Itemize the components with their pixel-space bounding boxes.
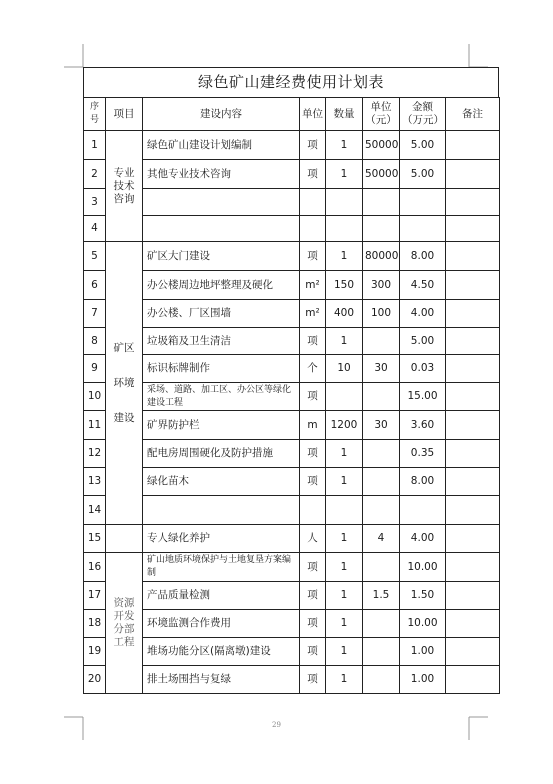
row-unit: 项 — [300, 131, 326, 160]
row-unit-price: 50000 — [363, 131, 400, 160]
table-row — [84, 610, 500, 638]
row-seq: 17 — [84, 582, 106, 610]
row-quantity: 1 — [326, 666, 363, 694]
row-seq: 6 — [84, 271, 106, 300]
row-quantity: 1 — [326, 525, 363, 553]
category-env-line: 建设 — [113, 411, 135, 424]
row-remark — [446, 189, 500, 216]
row-amount — [400, 216, 446, 242]
header-quantity: 数量 — [326, 98, 363, 131]
row-content: 排土场围挡与复绿 — [143, 666, 300, 694]
row-unit-price: 80000 — [363, 242, 400, 271]
table-row — [84, 160, 500, 189]
row-content: 矿区大门建设 — [143, 242, 300, 271]
row-content — [143, 496, 300, 525]
row-unit-price — [363, 216, 400, 242]
row-amount: 4.00 — [400, 525, 446, 553]
row-content: 其他专业技术咨询 — [143, 160, 300, 189]
row-unit: 项 — [300, 582, 326, 610]
row-quantity: 1 — [326, 582, 363, 610]
row-remark — [446, 468, 500, 496]
table-row — [84, 271, 500, 300]
row-quantity: 1 — [326, 131, 363, 160]
row-remark — [446, 300, 500, 328]
row-amount: 5.00 — [400, 328, 446, 355]
table-row — [84, 666, 500, 694]
row-content: 配电房周围硬化及防护措施 — [143, 440, 300, 468]
row-unit: 项 — [300, 553, 326, 582]
header-unit: 单位 — [300, 98, 326, 131]
row-seq: 10 — [84, 383, 106, 411]
row-unit-price — [363, 610, 400, 638]
row-amount: 4.00 — [400, 300, 446, 328]
row-unit-price: 100 — [363, 300, 400, 328]
row-seq: 20 — [84, 666, 106, 694]
document-table-container — [83, 67, 499, 694]
row-quantity: 1200 — [326, 411, 363, 440]
row-quantity: 1 — [326, 553, 363, 582]
row-seq: 18 — [84, 610, 106, 638]
row-content: 垃圾箱及卫生清洁 — [143, 328, 300, 355]
row-unit-price — [363, 638, 400, 666]
row-remark — [446, 242, 500, 271]
expense-plan-table — [83, 97, 500, 694]
row-content: 矿山地质环境保护与土地复垦方案编制 — [143, 553, 300, 582]
row-unit-price — [363, 383, 400, 411]
row-remark — [446, 496, 500, 525]
table-row — [84, 468, 500, 496]
row-quantity: 400 — [326, 300, 363, 328]
row-amount: 3.60 — [400, 411, 446, 440]
row-unit-price — [363, 328, 400, 355]
row-content — [143, 216, 300, 242]
row-unit: 项 — [300, 160, 326, 189]
category-env-line: 环境 — [113, 376, 135, 389]
row-content: 绿色矿山建设计划编制 — [143, 131, 300, 160]
row-amount: 5.00 — [400, 131, 446, 160]
row-content: 标识标牌制作 — [143, 355, 300, 383]
row-remark — [446, 328, 500, 355]
row-seq: 3 — [84, 189, 106, 216]
row-remark — [446, 271, 500, 300]
row-amount: 15.00 — [400, 383, 446, 411]
row-unit-price: 50000 — [363, 160, 400, 189]
row-remark — [446, 160, 500, 189]
table-row — [84, 216, 500, 242]
row-remark — [446, 610, 500, 638]
row-unit: 项 — [300, 666, 326, 694]
row-content: 堆场功能分区(隔离墩)建设 — [143, 638, 300, 666]
header-project: 项目 — [106, 98, 143, 131]
table-row — [84, 411, 500, 440]
row-unit: 项 — [300, 468, 326, 496]
row-quantity: 1 — [326, 440, 363, 468]
category-tech-consulting: 专业技术咨询 — [106, 131, 143, 242]
row-seq: 14 — [84, 496, 106, 525]
row-amount: 1.00 — [400, 666, 446, 694]
row-seq: 12 — [84, 440, 106, 468]
table-row — [84, 525, 500, 553]
row-content: 办公楼、厂区围墙 — [143, 300, 300, 328]
table-row — [84, 553, 500, 582]
table-row — [84, 131, 500, 160]
row-amount: 4.50 — [400, 271, 446, 300]
row-amount: 10.00 — [400, 553, 446, 582]
row-unit-price: 300 — [363, 271, 400, 300]
row-seq: 15 — [84, 525, 106, 553]
row-remark — [446, 411, 500, 440]
row-remark — [446, 582, 500, 610]
row-unit: 项 — [300, 610, 326, 638]
row-remark — [446, 638, 500, 666]
row-unit: m² — [300, 271, 326, 300]
row-unit-price: 30 — [363, 355, 400, 383]
row-unit — [300, 496, 326, 525]
row-content — [143, 189, 300, 216]
row-remark — [446, 216, 500, 242]
header-seq: 序号 — [84, 98, 106, 131]
row-seq: 1 — [84, 131, 106, 160]
table-row — [84, 440, 500, 468]
row-seq: 13 — [84, 468, 106, 496]
row-amount: 8.00 — [400, 242, 446, 271]
row-unit: m² — [300, 300, 326, 328]
row-unit-price: 30 — [363, 411, 400, 440]
row-unit — [300, 189, 326, 216]
row-amount — [400, 189, 446, 216]
table-row — [84, 328, 500, 355]
row-unit-price: 4 — [363, 525, 400, 553]
row-unit: 项 — [300, 638, 326, 666]
row-content: 绿化苗木 — [143, 468, 300, 496]
row-amount: 5.00 — [400, 160, 446, 189]
row-quantity — [326, 216, 363, 242]
row-seq: 5 — [84, 242, 106, 271]
row-quantity: 1 — [326, 160, 363, 189]
table-row — [84, 355, 500, 383]
row-seq: 8 — [84, 328, 106, 355]
header-remark: 备注 — [446, 98, 500, 131]
crop-mark-top-left — [64, 44, 84, 68]
page-number: 29 — [272, 721, 281, 729]
row-quantity — [326, 383, 363, 411]
row-remark — [446, 666, 500, 694]
category-env-line: 矿区 — [113, 341, 135, 354]
row-unit: 项 — [300, 383, 326, 411]
header-amount: 金额（万元） — [400, 98, 446, 131]
crop-mark-top-right — [468, 44, 488, 68]
table-row — [84, 189, 500, 216]
row-content: 办公楼周边地坪整理及硬化 — [143, 271, 300, 300]
row-quantity: 150 — [326, 271, 363, 300]
row-unit: 项 — [300, 440, 326, 468]
table-row — [84, 638, 500, 666]
row-amount: 0.35 — [400, 440, 446, 468]
category-resource-dev: 资源开发分部工程 — [106, 553, 143, 694]
row-remark — [446, 525, 500, 553]
row-unit — [300, 216, 326, 242]
row-amount — [400, 496, 446, 525]
row-seq: 16 — [84, 553, 106, 582]
row-seq: 9 — [84, 355, 106, 383]
row-unit-price — [363, 468, 400, 496]
row-unit: 人 — [300, 525, 326, 553]
header-content: 建设内容 — [143, 98, 300, 131]
row-amount: 8.00 — [400, 468, 446, 496]
row-unit: 个 — [300, 355, 326, 383]
row-seq: 2 — [84, 160, 106, 189]
row-content: 产品质量检测 — [143, 582, 300, 610]
row-content: 专人绿化养护 — [143, 525, 300, 553]
row-amount: 1.50 — [400, 582, 446, 610]
table-row — [84, 582, 500, 610]
header-row — [84, 98, 500, 131]
row-amount: 1.00 — [400, 638, 446, 666]
table-title: 绿色矿山建经费使用计划表 — [83, 67, 499, 97]
row-unit-price — [363, 553, 400, 582]
row-unit-price — [363, 666, 400, 694]
row-seq: 4 — [84, 216, 106, 242]
row-remark — [446, 440, 500, 468]
row-remark — [446, 131, 500, 160]
row-unit-price — [363, 496, 400, 525]
row-content: 采场、道路、加工区、办公区等绿化建设工程 — [143, 383, 300, 411]
row-unit-price — [363, 189, 400, 216]
row-unit: 项 — [300, 242, 326, 271]
row-amount: 10.00 — [400, 610, 446, 638]
row-quantity: 1 — [326, 468, 363, 496]
row-quantity: 1 — [326, 638, 363, 666]
row-seq: 7 — [84, 300, 106, 328]
row-seq: 11 — [84, 411, 106, 440]
row-quantity: 1 — [326, 328, 363, 355]
table-row — [84, 300, 500, 328]
row-quantity: 1 — [326, 242, 363, 271]
header-unit-price: 单位（元） — [363, 98, 400, 131]
row-remark — [446, 355, 500, 383]
row-unit: 项 — [300, 328, 326, 355]
row-unit: m — [300, 411, 326, 440]
row-amount: 0.03 — [400, 355, 446, 383]
row-quantity: 10 — [326, 355, 363, 383]
row-seq: 19 — [84, 638, 106, 666]
category-empty — [106, 525, 143, 553]
table-row — [84, 383, 500, 411]
row-quantity — [326, 189, 363, 216]
row-remark — [446, 383, 500, 411]
category-env-construction — [106, 242, 143, 525]
row-quantity — [326, 496, 363, 525]
row-content: 环境监测合作费用 — [143, 610, 300, 638]
row-quantity: 1 — [326, 610, 363, 638]
row-unit-price — [363, 440, 400, 468]
row-remark — [446, 553, 500, 582]
table-row — [84, 242, 500, 271]
table-row — [84, 496, 500, 525]
row-unit-price: 1.5 — [363, 582, 400, 610]
row-content: 矿界防护栏 — [143, 411, 300, 440]
